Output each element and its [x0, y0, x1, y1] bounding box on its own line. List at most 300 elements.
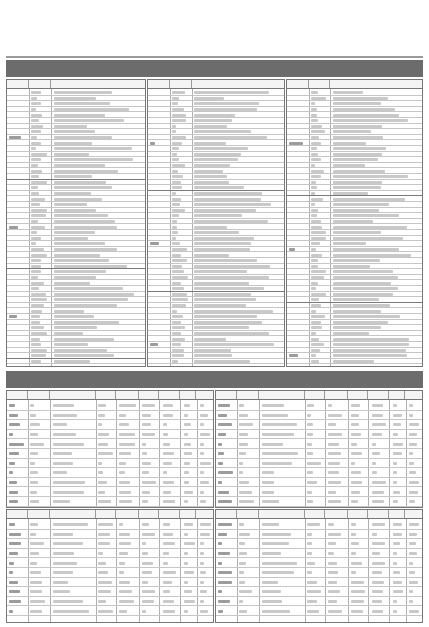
reform-lower-left-header-cell: [159, 510, 180, 518]
reform-upper-left-cell-text: [142, 481, 155, 484]
reform-lower-left-cell-text: [119, 542, 130, 545]
reform-lower-left-row: [7, 520, 213, 530]
reform-lower-left-cell-text: [184, 571, 195, 574]
reform-upper-left-cell-text: [53, 404, 74, 407]
reform-section-title: [6, 371, 423, 388]
reform-upper-left-cell-text: [119, 500, 132, 503]
reform-upper-left-cell-text: [119, 414, 126, 417]
ipo-right-header-row: [287, 80, 422, 89]
ipo-middle-cell-text: [172, 326, 185, 329]
reform-lower-left-cell-text: [53, 581, 69, 584]
ipo-left-cell-text: [54, 360, 90, 363]
reform-upper-left-cell-text: [142, 423, 151, 426]
reform-upper-right-cell-text: [393, 500, 398, 503]
reform-lower-left-cell-text: [184, 542, 195, 545]
reform-lower-left-row: [7, 558, 213, 568]
reform-lower-left-cell-text: [119, 600, 134, 603]
reform-lower-right-cell-text: [372, 610, 383, 613]
ipo-middle-cell-text: [194, 237, 254, 240]
reform-lower-left-cell-text: [98, 600, 106, 603]
reform-lower-left-cell-text: [184, 581, 188, 584]
reform-lower-right-cell-text: [307, 581, 316, 584]
reform-upper-left-header-cell: [7, 391, 28, 399]
reform-lower-right-cell-text: [328, 600, 336, 603]
reform-upper-right-cell-text: [393, 423, 401, 426]
reform-upper-left-cell-text: [184, 500, 188, 503]
reform-upper-left-cell-text: [53, 414, 77, 417]
reform-upper-left-cell-text: [98, 500, 110, 503]
reform-lower-right-cell-text: [409, 610, 419, 613]
ipo-right-cell-text: [311, 254, 322, 257]
reform-lower-left-cell-text: [53, 542, 84, 545]
ipo-left-cell-text: [54, 130, 96, 133]
reform-upper-left-cell-text: [53, 443, 84, 446]
reform-lower-right-cell-text: [409, 581, 417, 584]
ipo-right-cell-text: [311, 181, 316, 184]
ipo-middle-cell-text: [172, 231, 178, 234]
ipo-middle-cell-text: [172, 343, 181, 346]
ipo-left-cell-text: [31, 226, 44, 229]
ipo-left-cell-text: [31, 254, 47, 257]
reform-upper-left-cell-text: [9, 500, 18, 503]
ipo-left-cell-text: [31, 181, 47, 184]
ipo-right-panel: [286, 79, 423, 367]
ipo-left-header-row: [7, 80, 145, 89]
reform-lower-right-row: [216, 606, 422, 616]
reform-lower-right-cell-text: [262, 600, 283, 603]
reform-upper-left-cell-text: [30, 423, 40, 426]
reform-upper-right-cell-text: [262, 491, 274, 494]
reform-upper-right-cell-text: [328, 481, 341, 484]
reform-lower-left-cell-text: [98, 523, 112, 526]
ipo-left-cell-text: [54, 153, 90, 156]
ipo-middle-cell-text: [172, 119, 186, 122]
ipo-left-cell-text: [31, 170, 42, 173]
ipo-middle-cell-text: [194, 343, 274, 346]
reform-lower-right-cell-text: [328, 542, 336, 545]
reform-lower-right-cell-text: [409, 571, 415, 574]
ipo-right-cell-text: [333, 198, 405, 201]
reform-lower-right-header-cell: [368, 510, 389, 518]
reform-upper-right-cell-text: [409, 462, 414, 465]
ipo-left-cell-text: [31, 237, 40, 240]
ipo-right-cell-text: [311, 119, 318, 122]
reform-upper-left-cell-text: [119, 481, 130, 484]
reform-upper-left-cell-text: [163, 491, 172, 494]
reform-upper-right-cell-text: [307, 471, 313, 474]
reform-lower-left-cell-text: [53, 610, 90, 613]
reform-lower-left-header-cell: [139, 510, 160, 518]
reform-lower-left-row: [7, 597, 213, 607]
reform-lower-left-cell-text: [30, 600, 45, 603]
reform-lower-right-cell-text: [351, 523, 356, 526]
reform-upper-left-cell-text: [200, 462, 210, 465]
ipo-left-cell-text: [54, 136, 113, 139]
reform-lower-left-cell-text: [142, 590, 155, 593]
reform-upper-left-cell-text: [163, 471, 168, 474]
reform-upper-left-cell-text: [30, 462, 36, 465]
reform-lower-right-cell-text: [372, 562, 385, 565]
ipo-right-cell-text: [289, 248, 295, 251]
reform-lower-right-cell-text: [218, 571, 232, 574]
reform-upper-left-cell-text: [98, 423, 102, 426]
reform-upper-left-cell-text: [30, 433, 38, 436]
reform-upper-right-cell-text: [262, 471, 275, 474]
reform-upper-right-cell-text: [328, 433, 342, 436]
ipo-right-cell-text: [333, 226, 407, 229]
reform-upper-left-cell-text: [184, 462, 191, 465]
reform-upper-left-cell-text: [98, 471, 103, 474]
reform-upper-left-cell-text: [30, 404, 35, 407]
ipo-middle-cell-text: [194, 315, 257, 318]
reform-lower-right-cell-text: [351, 542, 359, 545]
ipo-right-cell-text: [333, 254, 411, 257]
reform-upper-right-cell-text: [409, 491, 418, 494]
reform-lower-left-row: [7, 587, 213, 597]
reform-upper-right-cell-text: [328, 452, 341, 455]
reform-upper-right-header-cell: [305, 391, 326, 399]
reform-upper-left-cell-text: [200, 404, 204, 407]
reform-lower-right-cell-text: [372, 523, 385, 526]
reform-lower-left-cell-text: [30, 581, 42, 584]
reform-upper-left-cell-text: [163, 452, 174, 455]
ipo-left-cell-text: [31, 97, 36, 100]
reform-upper-right-cell-text: [393, 491, 400, 494]
brand-logo: [10, 6, 120, 56]
reform-upper-left-cell-text: [9, 452, 19, 455]
reform-upper-left-cell-text: [184, 404, 191, 407]
ipo-left-cell-text: [54, 158, 133, 161]
reform-upper-left-row: [7, 468, 213, 478]
reform-upper-right-cell-text: [239, 481, 249, 484]
ipo-right-cell-text: [311, 276, 324, 279]
reform-upper-right-row: [216, 401, 422, 411]
ipo-right-header-cell: [309, 80, 331, 88]
ipo-right-cell-text: [333, 343, 409, 346]
reform-lower-right-cell-text: [393, 533, 402, 536]
reform-lower-right-cell-text: [409, 523, 418, 526]
reform-lower-right-cell-text: [351, 533, 356, 536]
reform-lower-left-cell-text: [30, 542, 45, 545]
reform-upper-right-cell-text: [307, 433, 312, 436]
ipo-left-cell-text: [54, 91, 113, 94]
reform-upper-left-cell-text: [98, 433, 109, 436]
reform-lower-left-cell-text: [9, 552, 18, 555]
ipo-left-cell-text: [54, 310, 85, 313]
ipo-left-cell-text: [54, 114, 105, 117]
ipo-right-cell-text: [311, 282, 318, 285]
reform-upper-right-cell-text: [262, 443, 284, 446]
ipo-right-cell-text: [311, 287, 316, 290]
reform-upper-left-cell-text: [163, 414, 173, 417]
reform-upper-left-cell-text: [142, 462, 151, 465]
ipo-right-cell-text: [333, 214, 399, 217]
ipo-middle-cell-text: [194, 136, 266, 139]
reform-upper-left-cell-text: [9, 462, 15, 465]
reform-upper-left-cell-text: [98, 452, 112, 455]
reform-upper-right-cell-text: [393, 481, 398, 484]
reform-lower-right-cell-text: [239, 610, 247, 613]
reform-lower-right-row: [216, 530, 422, 540]
ipo-left-cell-text: [54, 265, 127, 268]
ipo-middle-cell-text: [172, 153, 177, 156]
ipo-right-cell-text: [333, 270, 393, 273]
reform-lower-right-cell-text: [218, 581, 232, 584]
reform-lower-left-cell-text: [30, 590, 42, 593]
ipo-right-cell-text: [333, 242, 366, 245]
ipo-left-cell-text: [54, 254, 100, 257]
ipo-left-cell-text: [31, 136, 37, 139]
ipo-left-cell-text: [54, 119, 124, 122]
reform-lower-right-row: [216, 549, 422, 559]
ipo-left-cell-text: [31, 192, 39, 195]
ipo-middle-cell-text: [172, 102, 178, 105]
reform-upper-right-cell-text: [218, 462, 223, 465]
ipo-left-cell-text: [54, 164, 105, 167]
reform-lower-left-cell-text: [200, 590, 207, 593]
reform-upper-right-header-cell: [389, 391, 405, 399]
ipo-left-cell-text: [54, 175, 92, 178]
reform-lower-right-header-cell: [237, 510, 260, 518]
reform-upper-right-panel: [215, 390, 423, 508]
reform-lower-right-cell-text: [307, 571, 311, 574]
reform-lower-left-cell-text: [9, 571, 13, 574]
ipo-middle-cell-text: [194, 198, 261, 201]
ipo-left-cell-text: [31, 287, 38, 290]
ipo-right-cell-text: [333, 209, 379, 212]
ipo-left-cell-text: [54, 203, 87, 206]
reform-upper-left-cell-text: [184, 471, 189, 474]
ipo-right-cell-text: [311, 153, 318, 156]
reform-upper-left-cell-text: [9, 423, 20, 426]
reform-upper-left-header-cell: [139, 391, 160, 399]
reform-lower-right-cell-text: [372, 542, 386, 545]
ipo-right-cell-text: [311, 186, 317, 189]
reform-upper-left-cell-text: [119, 433, 135, 436]
reform-upper-left-cell-text: [53, 433, 76, 436]
reform-lower-left-cell-text: [142, 581, 148, 584]
reform-upper-left-header-cell: [180, 391, 196, 399]
ipo-left-cell-text: [31, 315, 39, 318]
ipo-right-cell-text: [333, 130, 371, 133]
reform-lower-right-row: [216, 568, 422, 578]
ipo-middle-cell-text: [172, 142, 182, 145]
reform-upper-right-cell-text: [393, 433, 398, 436]
ipo-left-cell-text: [54, 349, 107, 352]
reform-upper-right-cell-text: [351, 462, 355, 465]
reform-upper-left-cell-text: [142, 452, 147, 455]
reform-lower-left-cell-text: [200, 523, 211, 526]
reform-upper-left-cell-text: [163, 500, 175, 503]
reform-lower-right-cell-text: [393, 562, 397, 565]
reform-upper-right-cell-text: [218, 491, 229, 494]
reform-lower-right-cell-text: [307, 552, 312, 555]
ipo-left-cell-text: [31, 276, 38, 279]
ipo-middle-cell-text: [150, 242, 159, 245]
ipo-left-cell-text: [31, 259, 40, 262]
reform-upper-right-cell-text: [328, 443, 339, 446]
reform-upper-left-cell-text: [184, 491, 194, 494]
reform-upper-left-cell-text: [142, 471, 149, 474]
reform-lower-left-cell-text: [163, 542, 175, 545]
reform-upper-right-row: [216, 468, 422, 478]
reform-upper-right-cell-text: [372, 443, 376, 446]
ipo-right-cell-text: [333, 186, 382, 189]
reform-upper-left-cell-text: [53, 500, 71, 503]
ipo-middle-cell-text: [172, 332, 181, 335]
reform-upper-left-cell-text: [30, 471, 38, 474]
reform-upper-left-cell-text: [184, 481, 189, 484]
reform-lower-left-cell-text: [200, 542, 204, 545]
reform-lower-right-cell-text: [262, 581, 279, 584]
reform-upper-left-cell-text: [119, 462, 126, 465]
ipo-left-cell-text: [31, 142, 41, 145]
ipo-middle-cell-text: [172, 349, 184, 352]
reform-upper-left-row: [7, 459, 213, 469]
ipo-middle-cell-text: [194, 332, 268, 335]
ipo-right-cell-text: [333, 175, 408, 178]
ipo-middle-cell-text: [150, 343, 158, 346]
reform-upper-left-cell-text: [200, 481, 209, 484]
ipo-left-cell-text: [31, 91, 41, 94]
reform-upper-right-header-cell: [368, 391, 389, 399]
ipo-middle-cell-text: [194, 226, 226, 229]
reform-upper-left-panel: [6, 390, 214, 508]
reform-upper-right-row: [216, 449, 422, 459]
reform-lower-right-cell-text: [262, 542, 290, 545]
reform-lower-left-cell-text: [142, 562, 153, 565]
reform-lower-right-cell-text: [328, 533, 341, 536]
reform-upper-right-row: [216, 420, 422, 430]
reform-upper-left-cell-text: [9, 414, 18, 417]
reform-upper-left-cell-text: [200, 491, 204, 494]
reform-lower-right-header-row: [216, 510, 422, 519]
ipo-middle-cell-text: [172, 321, 180, 324]
reform-upper-right-cell-text: [409, 481, 419, 484]
reform-lower-right-cell-text: [218, 562, 222, 565]
reform-lower-right-cell-text: [262, 533, 291, 536]
ipo-left-cell-text: [31, 153, 47, 156]
ipo-left-cell-text: [31, 360, 41, 363]
ipo-right-cell-text: [311, 130, 325, 133]
reform-lower-right-cell-text: [351, 581, 363, 584]
reform-upper-left-cell-text: [163, 423, 167, 426]
reform-lower-right-cell-text: [409, 542, 416, 545]
reform-upper-right-cell-text: [328, 491, 336, 494]
reform-lower-right-cell-text: [239, 581, 245, 584]
ipo-left-cell-text: [54, 326, 97, 329]
ipo-right-cell-text: [333, 164, 365, 167]
ipo-left-cell-text: [31, 186, 38, 189]
ipo-right-cell-text: [311, 315, 325, 318]
reform-upper-right-header-cell: [405, 391, 421, 399]
ipo-right-cell-text: [311, 298, 319, 301]
reform-upper-left-cell-text: [119, 491, 131, 494]
ipo-right-cell-text: [333, 326, 381, 329]
ipo-middle-panel: [147, 79, 285, 367]
ipo-left-panel: [6, 79, 146, 367]
ipo-left-cell-text: [54, 198, 102, 201]
reform-upper-left-cell-text: [9, 471, 13, 474]
ipo-middle-cell-text: [172, 360, 178, 363]
reform-lower-right-cell-text: [372, 600, 382, 603]
reform-lower-right-cell-text: [262, 562, 298, 565]
masthead-line-1: [126, 10, 286, 16]
ipo-left-cell-text: [31, 147, 35, 150]
newspaper-name: [355, 12, 415, 22]
ipo-right-cell-text: [311, 158, 321, 161]
ipo-right-cell-text: [333, 142, 366, 145]
reform-upper-right-cell-text: [393, 452, 403, 455]
reform-upper-right-cell-text: [218, 452, 224, 455]
reform-lower-right-cell-text: [351, 610, 363, 613]
reform-lower-right-row: [216, 597, 422, 607]
reform-upper-right-row: [216, 430, 422, 440]
ipo-left-cell-text: [54, 343, 88, 346]
ipo-right-cell-text: [333, 349, 406, 352]
reform-lower-left-cell-text: [184, 523, 193, 526]
reform-lower-left-cell-text: [184, 600, 195, 603]
reform-lower-right-cell-text: [328, 552, 333, 555]
reform-lower-left-cell-text: [53, 533, 74, 536]
reform-lower-right-header-cell: [389, 510, 405, 518]
ipo-left-cell-text: [9, 136, 21, 139]
reform-lower-left-cell-text: [142, 552, 148, 555]
reform-lower-right-cell-text: [328, 523, 334, 526]
reform-lower-right-cell-text: [307, 533, 311, 536]
ipo-left-cell-text: [31, 298, 46, 301]
reform-upper-left-cell-text: [53, 462, 73, 465]
ipo-left-cell-text: [54, 338, 114, 341]
ipo-middle-cell-text: [194, 181, 228, 184]
reform-lower-right-header-cell: [305, 510, 326, 518]
ipo-middle-cell-text: [194, 91, 269, 94]
reform-lower-right-cell-text: [328, 581, 337, 584]
ipo-middle-cell-text: [172, 338, 184, 341]
reform-lower-right-row: [216, 587, 422, 597]
ipo-left-cell-text: [31, 158, 40, 161]
ipo-right-cell-text: [333, 125, 382, 128]
reform-upper-left-cell-text: [200, 471, 204, 474]
reform-upper-left-cell-text: [119, 423, 129, 426]
ipo-left-cell-text: [54, 125, 87, 128]
ipo-right-cell-text: [311, 293, 326, 296]
reform-upper-left-header-cell: [96, 391, 117, 399]
reform-upper-right-cell-text: [218, 481, 222, 484]
reform-lower-left-cell-text: [119, 571, 124, 574]
ipo-middle-header-cell: [148, 80, 170, 88]
ipo-right-cell-text: [311, 175, 321, 178]
ipo-middle-cell-text: [150, 142, 155, 145]
reform-upper-right-cell-text: [372, 471, 377, 474]
reform-upper-right-cell-text: [409, 404, 413, 407]
reform-lower-right-cell-text: [351, 600, 364, 603]
ipo-left-row: [7, 359, 145, 365]
reform-upper-left-cell-text: [98, 462, 102, 465]
reform-upper-left-row: [7, 497, 213, 507]
ipo-middle-cell-text: [194, 270, 247, 273]
reform-upper-right-cell-text: [393, 443, 404, 446]
reform-lower-right-cell-text: [372, 552, 380, 555]
reform-lower-right-cell-text: [409, 590, 413, 593]
masthead-info: [126, 10, 286, 26]
ipo-middle-cell-text: [194, 276, 269, 279]
reform-upper-left-cell-text: [184, 443, 191, 446]
reform-lower-left-cell-text: [119, 533, 130, 536]
ipo-right-cell-text: [311, 164, 315, 167]
ipo-left-cell-text: [31, 175, 38, 178]
reform-lower-left-cell-text: [53, 600, 83, 603]
